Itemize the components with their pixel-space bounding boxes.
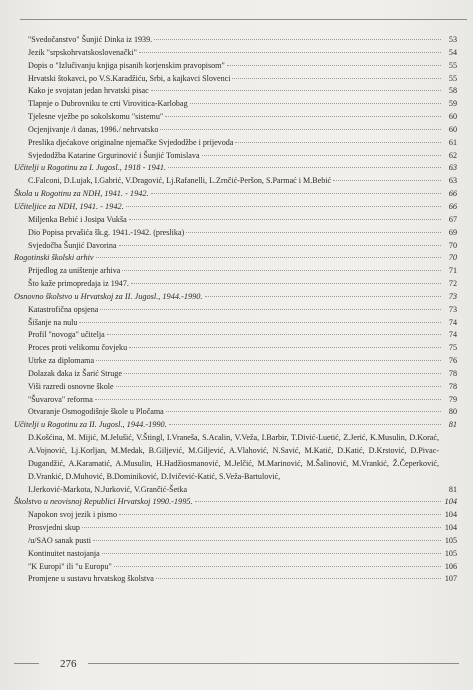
bottom-rule-left [14,663,39,664]
toc-entry-title: Otvaranje Osmogodišnje škole u Pločama [28,407,164,417]
dot-leader [227,65,441,66]
toc-entry-page-number: 58 [448,86,457,96]
toc-entry-page-number: 80 [448,407,457,417]
toc-entry-title: Tlapnje o Dubrovniku te crti Virovitica-Karlobag [28,99,188,109]
toc-entry-page-number: 60 [448,124,457,134]
toc-entry-title: Šišanje na nulu [28,317,78,327]
toc-entry [14,137,457,150]
bottom-rule-right [88,663,459,664]
toc-entry-page-number: 74 [448,330,457,340]
toc-entry-title: Profil "novoga" učitelja [28,330,105,340]
toc-entry-title: Rogotinski školski arhiv [14,253,94,263]
toc-entry [14,548,457,561]
toc-entry-title: Dolazak đaka iz Šarić Struge [28,368,122,378]
toc-entry-title: Dio Popisa prvašića šk.g. 1941.-1942. (preslika) [28,227,185,237]
toc-entry-title: "Svedočanstvo" Šunjić Dinka iz 1939. [28,35,153,44]
toc-entry [14,561,457,574]
toc-entry-page-number: 69 [448,227,457,237]
toc-section-entry [14,162,457,175]
toc-entry-page-number: 53 [448,35,457,44]
toc-entry [14,240,457,253]
toc-entry-title: Dopis o "Izlučivanju knjiga pisanih korjenskim pravopisom" [28,60,225,70]
dot-leader [96,257,441,258]
toc-entry-title: Školstvo u neovisnoj Republici Hrvatskoj 1990.-1995. [14,497,193,507]
toc-entry-title: /u/SAO sanak pusti [28,535,91,545]
page-number-footer: 276 [60,658,77,670]
toc-entry [14,304,457,317]
toc-list-a [14,34,457,432]
dot-leader [107,334,441,335]
teachers-names-page-number: 81 [448,484,457,494]
toc-entry-page-number: 55 [448,73,457,83]
dot-leader [102,553,441,554]
toc-entry-title: Škola u Rogotinu za NDH, 1941. - 1942. [14,189,149,199]
dot-leader [186,232,441,233]
toc-entry-title: Ocjenjivanje /i danas, 1996./ nehrvatsko [28,124,159,134]
dot-leader [165,116,441,117]
toc-entry-page-number: 79 [448,394,457,404]
toc-entry-page-number: 63 [448,176,457,186]
toc-entry-page-number: 61 [448,137,457,147]
dot-leader [114,566,441,567]
toc-entry [14,73,457,86]
teachers-names-last-text: I.Jerković-Markota, N.Jurković, V.Grančić-Šetka [28,484,188,494]
dot-leader [166,411,441,412]
toc-entry [14,227,457,240]
dot-leader [235,142,441,143]
toc-entry-title: Prosvjedni skup [28,523,80,533]
toc-entry [14,317,457,330]
toc-entry [14,573,457,586]
toc-entry [14,111,457,124]
teachers-names-last-line [14,484,457,497]
dot-leader [122,270,441,271]
dot-leader [156,578,441,579]
dot-leader [190,103,441,104]
dot-leader [79,322,441,323]
toc-entry [14,278,457,291]
toc-section-entry [14,188,457,201]
toc-entry-title: Proces proti velikomu čovjeku [28,343,128,353]
dot-leader [129,347,441,348]
toc-entry-title: Kako je svojatan jedan hrvatski pisac [28,86,149,96]
toc-entry-page-number: 55 [448,60,457,70]
dot-leader [151,90,441,91]
dot-leader [160,129,441,130]
dot-leader [124,373,441,374]
toc-entry [14,394,457,407]
toc-entry-page-number: 105 [444,548,457,558]
toc-entry-page-number: 104 [444,523,457,533]
dot-leader [93,540,441,541]
toc-entry [14,535,457,548]
dot-leader [232,78,441,79]
dot-leader [129,219,441,220]
toc-entry [14,368,457,381]
dot-leader [126,206,441,207]
toc-entry-page-number: 63 [448,163,457,173]
dot-leader [82,527,441,528]
dot-leader [168,167,441,168]
toc-entry [14,265,457,278]
toc-entry-title: Prijedlog za uništenje arhiva [28,266,121,276]
toc-entry-title: Svjedodžba Katarine Grgurinović i Šunjić Tomislava [28,150,200,160]
toc-entry [14,47,457,60]
toc-entry-title: Katastrofična opsjena [28,304,99,314]
toc-entry-page-number: 71 [448,266,457,276]
toc-section-entry [14,252,457,265]
toc-entry-page-number: 107 [444,574,457,584]
dot-leader [205,296,441,297]
toc-entry-page-number: 104 [444,497,457,507]
toc-entry [14,381,457,394]
toc-entry-page-number: 59 [448,99,457,109]
toc-entry-page-number: 66 [448,189,457,199]
toc-entry-page-number: 73 [448,304,457,314]
dot-leader [333,180,441,181]
dot-leader [139,52,441,53]
toc-entry-page-number: 60 [448,112,457,122]
dot-leader [169,424,441,425]
toc-entry-page-number: 62 [448,150,457,160]
toc-entry-page-number: 106 [444,561,457,571]
toc-entry-page-number: 105 [444,535,457,545]
toc-entry-title: Učitelji u Rogotinu za I. Jugosl., 1918 - 1941. [14,163,167,173]
toc-entry-page-number: 72 [448,279,457,289]
toc-entry [14,150,457,163]
toc-entry-title: "Šuvarova" reforma [28,394,93,404]
dot-leader [151,193,441,194]
toc-entry-title: Tjelesne vježbe po sokolskomu "sistemu" [28,112,164,122]
dot-leader [96,360,441,361]
toc-entry-title: Kontinuitet nastojanja [28,548,100,558]
dot-leader [202,155,441,156]
toc-entry-page-number: 78 [448,368,457,378]
toc-section-entry [14,201,457,214]
toc-entry [14,34,457,47]
toc-entry [14,124,457,137]
dot-leader [195,501,441,502]
toc-entry-title: Osnovno školstvo u Hrvatskoj za II. Jugosl., 1944.-1990. [14,291,203,301]
toc-entry-page-number: 70 [448,240,457,250]
toc-entry-page-number: 70 [448,253,457,263]
toc-entry [14,329,457,342]
toc-entry-title: Učiteljice za NDH, 1941. - 1942. [14,201,124,211]
dot-leader [100,309,441,310]
toc-entry-title: "K Europi" ili "u Europu" [28,561,112,571]
dot-leader [95,399,441,400]
toc-entry [14,355,457,368]
dot-leader [119,514,441,515]
toc-entry-page-number: 81 [448,420,457,430]
toc-section-entry [14,419,457,432]
toc-entry-title: Svjedočba Šunjić Davorina [28,240,117,250]
toc-entry [14,214,457,227]
toc-entry [14,522,457,535]
toc-entry-title: Napokon svoj jezik i pismo [28,510,118,520]
toc-entry-title: Promjene u sustavu hrvatskog školstva [28,574,154,584]
toc-entry-page-number: 75 [448,343,457,353]
toc-entry-page-number: 66 [448,201,457,211]
toc-entry [14,85,457,98]
toc-entry [14,509,457,522]
toc-entry-title: Što kaže primopredaja iz 1947. [28,279,129,289]
toc-list-b [14,496,457,586]
toc-entry-page-number: 54 [448,47,457,57]
toc-entry-title: Učitelji u Rogotinu za II. Jugosl., 1944.-1990. [14,420,167,430]
table-of-contents [14,34,457,586]
toc-entry-page-number: 73 [448,291,457,301]
top-rule [20,19,467,20]
dot-leader [116,386,441,387]
toc-entry-title: C.Falconi, D.Lujak, I.Gabrić, V.Dragović, Lj.Rafanelli, L.Zrnčić-Peršon, S.Parmać i M.Bebić [28,176,332,186]
teachers-names-block: D.Košćina, M. Mijić, M.Jelušić, V.Štingl, I.Vraneša, S.Acalin, V.Veža, I.Barbir, T.Divić-Luetić, Z.Jerić, K.Musulin, D.Korać, A.Vojnović, Lj.Korljan, M.Medak, B.Giljević, M.Giljević, A.Vlahović, N.Savić, M.Katić, D.Katić, D.Krstović, D.Pivac-Dugandžić, A.Karamatić, A.Musulin, H.Hadžiosmanović, M.Jelčić, M.Marinović, M.Šalinović, M.Vrankić, Ž.Čeperković, D.Vrankić, D.Muhović, B.Dominiković, D.Ivičević-Katić, S.Veža-Bartulović, [28,433,439,481]
toc-entry-page-number: 76 [448,356,457,366]
dot-leader [119,245,441,246]
toc-entry [14,98,457,111]
toc-entry-title: Utrke za diplomama [28,356,95,366]
toc-section-entry [14,291,457,304]
dot-leader [131,283,441,284]
dot-leader [154,39,441,40]
toc-entry [14,342,457,355]
toc-entry-title: Hrvatski štokavci, po V.S.Karadžiću, Srbi, a kajkavci Slovenci [28,73,231,83]
toc-entry-page-number: 78 [448,381,457,391]
toc-entry [14,406,457,419]
toc-entry-title: Jezik "srpskohrvatskoslovenački" [28,47,137,57]
toc-entry-title: Preslika djećakove originalne njemačke Svjedodžbe i prijevoda [28,137,234,147]
toc-entry-title: Miljenka Bebić i Josipa Vukša [28,214,127,224]
toc-entry-title: Viši razredi osnovne škole [28,381,114,391]
toc-entry-page-number: 67 [448,214,457,224]
toc-entry [14,175,457,188]
toc-entry [14,60,457,73]
toc-entry-page-number: 74 [448,317,457,327]
toc-section-entry [14,496,457,509]
toc-entry-page-number: 104 [444,510,457,520]
